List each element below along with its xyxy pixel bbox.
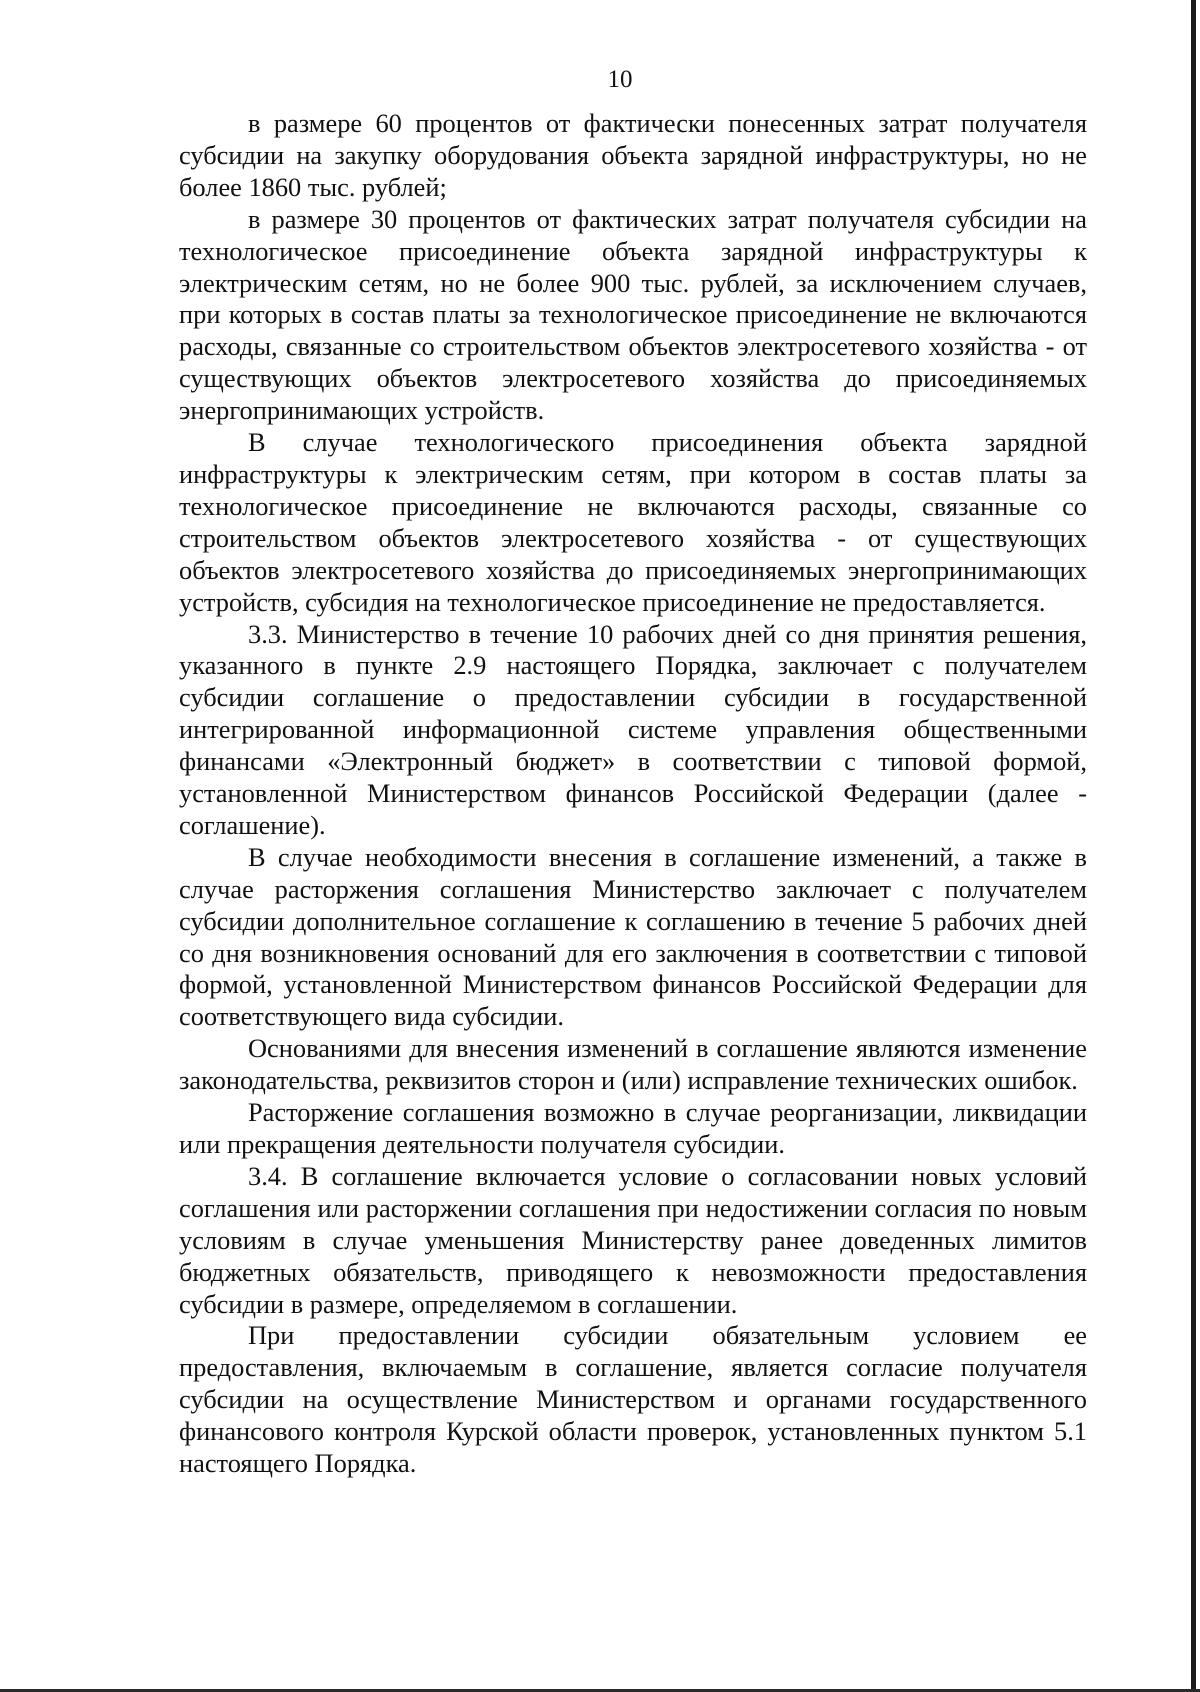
paragraph-4: 3.3. Министерство в течение 10 рабочих дней со дня принятия решения, указанного в пункте 2.9 настоящего Порядка, заключает с получателем субсидии соглашение о предоставлении субсидии в государственной интегрированной информационной системе управления общественными финансами «Электронный бюджет» в соответствии с типовой формой, установленной Министерством финансов Российской Федерации (далее - соглашение). bbox=[179, 618, 1087, 840]
paragraph-9: При предоставлении субсидии обязательным условием ее предоставления, включаемым в соглашение, является согласие получателя субсидии на осуществление Министерством и органами государственного финансового контроля Курской области проверок, установленных пунктом 5.1 настоящего Порядка. bbox=[179, 1320, 1087, 1479]
paragraph-2: в размере 30 процентов от фактических затрат получателя субсидии на технологическое присоединение объекта зарядной инфраструктуры к электрическим сетям, но не более 900 тыс. рублей, за исключением случаев, при которых в состав платы за технологическое присоединение не включаются расходы, связанные со строительством объектов электросетевого хозяйства - от существующих объектов электросетевого хозяйства до присоединяемых энергопринимающих устройств. bbox=[179, 203, 1087, 426]
paragraph-3: В случае технологического присоединения объекта зарядной инфраструктуры к электрическим сетям, при котором в состав платы за технологическое присоединение не включаются расходы, связанные со строительством объектов электросетевого хозяйства - от существующих объектов электросетевого хозяйства до присоединяемых энергопринимающих устройств, субсидия на технологическое присоединение не предоставляется. bbox=[179, 427, 1087, 617]
page-number: 10 bbox=[607, 66, 633, 93]
paragraph-6: Основаниями для внесения изменений в соглашение являются изменение законодательства, реквизитов сторон и (или) исправление технических ошибок. bbox=[179, 1033, 1087, 1096]
paragraph-8: 3.4. В соглашение включается условие о согласовании новых условий соглашения или расторжении соглашения при недостижении согласия по новым условиям в случае уменьшения Министерству ранее доведенных лимитов бюджетных обязательств, приводящего к невозможности предоставления субсидии в размере, определяемом в соглашении. bbox=[179, 1160, 1087, 1319]
document-body bbox=[179, 108, 1087, 1480]
scan-edge-right bbox=[1191, 0, 1196, 1692]
paragraph-5: В случае необходимости внесения в соглашение изменений, а также в случае расторжения соглашения Министерство заключает с получателем субсидии дополнительное соглашение к соглашению в течение 5 рабочих дней со дня возникновения оснований для его заключения в соответствии с типовой формой, установленной Министерством финансов Российской Федерации для соответствующего вида субсидии. bbox=[179, 841, 1087, 1032]
paragraph-1: в размере 60 процентов от фактически понесенных затрат получателя субсидии на закупку оборудования объекта зарядной инфраструктуры, но не более 1860 тыс. рублей; bbox=[179, 108, 1087, 202]
paragraph-7: Расторжение соглашения возможно в случае реорганизации, ликвидации или прекращения деятельности получателя субсидии. bbox=[179, 1097, 1087, 1159]
